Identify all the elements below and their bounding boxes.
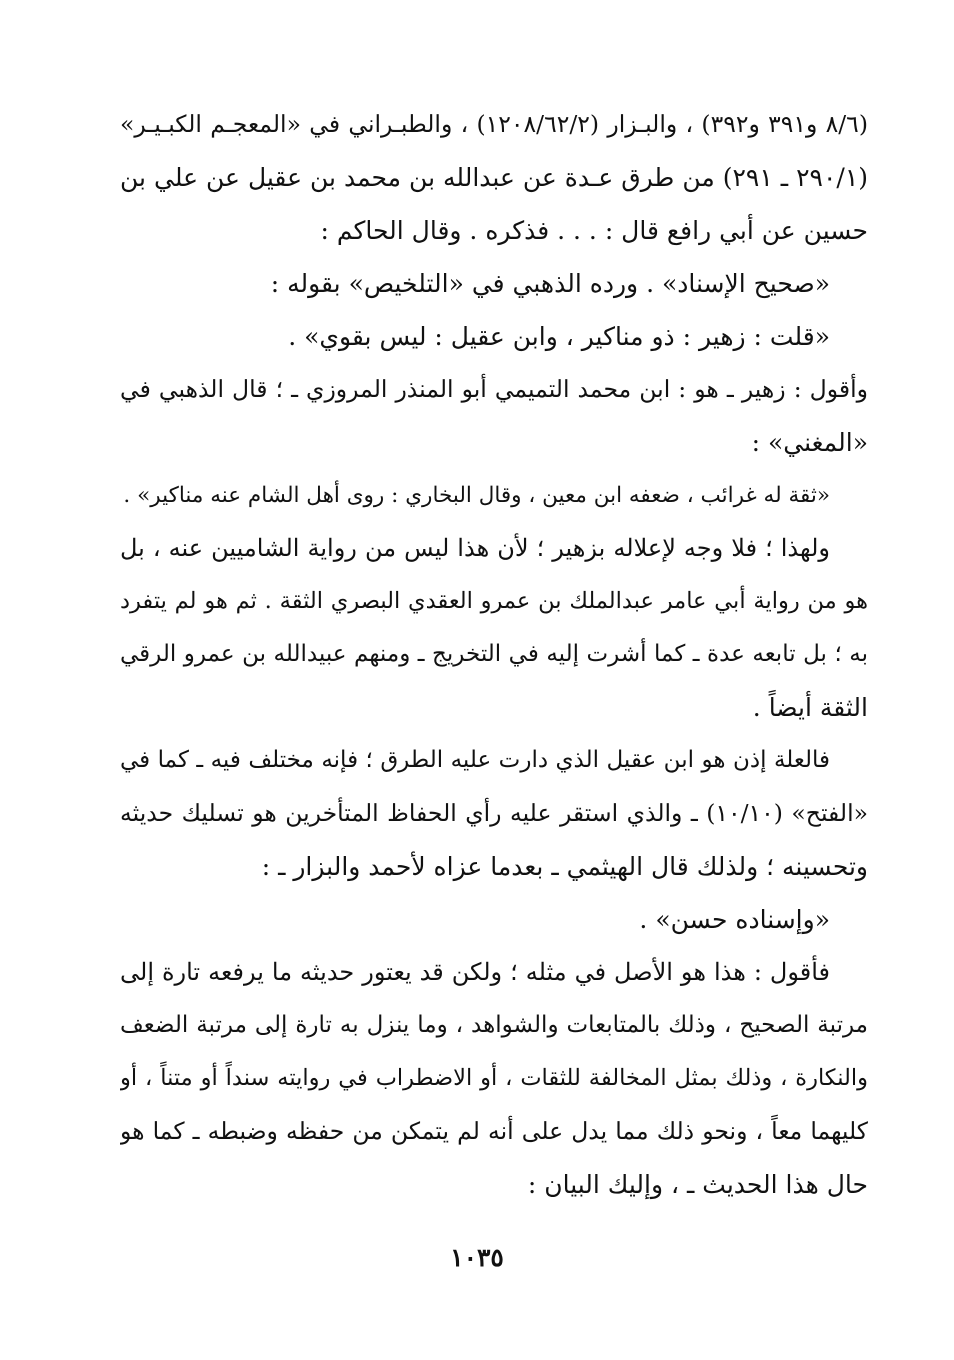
text-line: «المغني» :: [751, 428, 868, 457]
text-line: فأقول : هذا هو الأصل في مثله ؛ ولكن قد يعتور حديثه ما يرفعه تارة إلى: [120, 958, 830, 986]
page-number: ١٠٣٥: [450, 1243, 504, 1272]
text-line: كليهما معاً ، ونحو ذلك مما يدل على أنه لم يتمكن من حفظه وضبطه ـ كما هو: [120, 1117, 868, 1145]
quote-line: «صحيح الإسناد» . ورده الذهبي في «التلخيص» بقوله :: [270, 269, 830, 298]
text-line: والنكارة ، وذلك بمثل المخالفة للثقات ، أو الاضطراب في روايته سنداً أو متناً ، أو: [120, 1065, 868, 1091]
quote-line: «ثقة له غرائب ، ضعفه ابن معين ، وقال البخاري : روى أهل الشام عنه مناكير» .: [123, 483, 830, 508]
quote-line: «قلت : زهير : ذو مناكير ، وابن عقيل : ليس بقوي» .: [288, 322, 830, 351]
text-line: حال هذا الحديث ـ ، وإليك البيان :: [527, 1170, 868, 1199]
text-line: الثقة أيضاً .: [752, 693, 868, 722]
body-text: [120, 98, 868, 1211]
quote-line: «وإسناده حسن» .: [639, 905, 830, 934]
text-line: ولهذا ؛ فلا وجه لإعلاله بزهير ؛ لأن هذا ليس من رواية الشاميين عنه ، بل: [120, 534, 830, 562]
text-line: به ؛ بل تابعه عدة ـ كما أشرت إليه في التخريج ـ ومنهم عبيدالله بن عمرو الرقي: [120, 641, 868, 667]
text-line: «الفتح» (١٠/١٠) ـ والذي استقر عليه رأي الحفاظ المتأخرين هو تسليك حديثه: [120, 799, 868, 827]
text-line: هو من رواية أبي عامر عبدالملك بن عمرو العقدي البصري الثقة . ثم هو لم يتفرد: [120, 588, 868, 614]
text-line: (٨/٦ و٣٩١ و٣٩٢) ، والبـزار (١٢٠٨/٦٢/٢) ، والطبـراني في «المعجـم الكبـيـر»: [120, 110, 868, 138]
text-line: (٢٩٠/١ ـ ٢٩١) من طرق عـدة عن عبدالله بن محمد بن عقيل عن علي بن: [120, 163, 868, 192]
text-line: وتحسينه ؛ ولذلك قال الهيثمي ـ بعدما عزاه لأحمد والبزار ـ :: [261, 852, 868, 881]
text-line: مرتبة الصحيح ، وذلك بالمتابعات والشواهد ، وما ينزل به تارة إلى مرتبة الضعف: [120, 1012, 868, 1038]
text-line: حسين عن أبي رافع قال : . . . فذكره . وقال الحاكم :: [320, 216, 868, 245]
text-line: وأقول : زهير ـ هو : ابن محمد التميمي أبو المنذر المروزي ـ ؛ قال الذهبي في: [120, 375, 868, 403]
text-line: فالعلة إذن هو ابن عقيل الذي دارت عليه الطرق ؛ فإنه مختلف فيه ـ كما في: [120, 747, 830, 773]
